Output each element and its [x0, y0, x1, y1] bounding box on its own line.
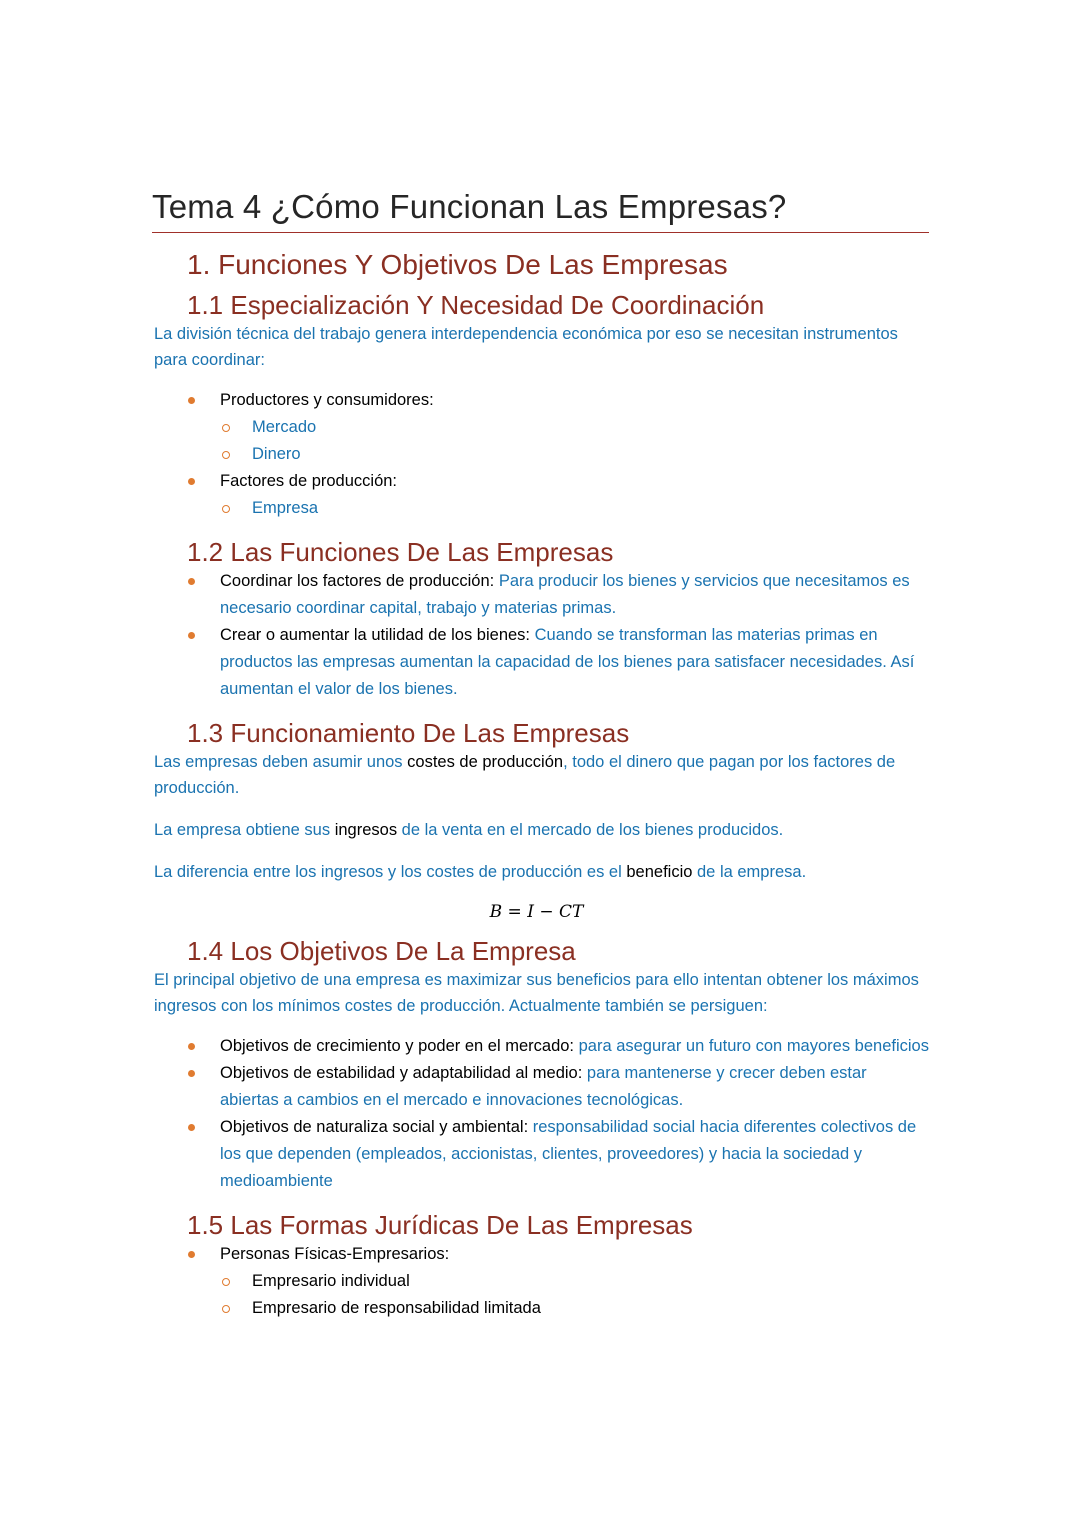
coordination-list	[154, 387, 929, 522]
list-item	[220, 1033, 929, 1060]
circle-bullet-icon	[222, 424, 230, 432]
document-content	[154, 188, 929, 1322]
list-item	[220, 1114, 929, 1195]
section-1-1-heading: 1.1 Especialización Y Necesidad De Coordinación	[187, 290, 765, 320]
document-title: Tema 4 ¿Cómo Funcionan Las Empresas?	[152, 188, 929, 233]
section-1-2-heading: 1.2 Las Funciones De Las Empresas	[187, 537, 614, 567]
legal-forms-list	[154, 1241, 929, 1322]
paragraph-costs: Las empresas deben asumir unos costes de producción, todo el dinero que pagan por los factores de producción.	[154, 753, 896, 797]
list-item	[220, 622, 929, 703]
list-item	[220, 468, 929, 522]
bullet-icon	[188, 478, 195, 485]
bullet-icon	[188, 1251, 195, 1258]
list-item-label: Factores de producción:	[220, 472, 398, 490]
list-item	[220, 1060, 929, 1114]
section-1-4-intro: El principal objetivo de una empresa es maximizar sus beneficios para ello intentan obtener los máximos ingresos con los mínimos costes de producción. Actualmente también se persiguen:	[154, 971, 919, 1015]
bullet-icon	[188, 1124, 195, 1131]
sub-list-item: Empresario individual	[252, 1268, 929, 1295]
section-1-5-heading: 1.5 Las Formas Jurídicas De Las Empresas	[187, 1210, 693, 1240]
sub-list	[220, 1268, 929, 1322]
bullet-icon	[188, 397, 195, 404]
list-item-term: Coordinar los factores de producción:	[220, 572, 495, 590]
functions-list	[154, 568, 929, 703]
section-1-1-intro: La división técnica del trabajo genera interdependencia económica por eso se necesitan instrumentos para coordinar:	[154, 325, 898, 369]
sub-list-item: Empresa	[252, 495, 929, 522]
sub-list-item: Mercado	[252, 414, 929, 441]
bullet-icon	[188, 1043, 195, 1050]
list-item-term: Objetivos de crecimiento y poder en el mercado:	[220, 1037, 575, 1055]
bullet-icon	[188, 578, 195, 585]
sub-list	[220, 414, 929, 468]
list-item-desc: Para producir los bienes y servicios que necesitamos es necesario coordinar capital, trabajo y materias primas.	[220, 572, 910, 617]
paragraph-profit: La diferencia entre los ingresos y los costes de producción es el beneficio de la empresa.	[154, 863, 807, 881]
list-item-term: Crear o aumentar la utilidad de los bienes:	[220, 626, 531, 644]
list-item-term: Objetivos de estabilidad y adaptabilidad al medio:	[220, 1064, 583, 1082]
bullet-icon	[188, 632, 195, 639]
list-item-desc: Cuando se transforman las materias primas en productos las empresas aumentan la capacidad de los bienes para satisfacer necesidades. Así aumentan el valor de los bienes.	[220, 626, 915, 698]
circle-bullet-icon	[222, 505, 230, 513]
circle-bullet-icon	[222, 1278, 230, 1286]
list-item	[220, 568, 929, 622]
section-1-3-heading: 1.3 Funcionamiento De Las Empresas	[187, 718, 630, 748]
list-item-desc: responsabilidad social hacia diferentes colectivos de los que dependen (empleados, accionistas, clientes, proveedores) y hacia la sociedad y medioambiente	[220, 1118, 917, 1190]
profit-formula: B = I − CT	[489, 902, 584, 922]
list-item	[220, 387, 929, 468]
list-item	[220, 1241, 929, 1322]
list-item-label: Personas Físicas-Empresarios:	[220, 1245, 450, 1263]
circle-bullet-icon	[222, 1305, 230, 1313]
objectives-list	[154, 1033, 929, 1195]
circle-bullet-icon	[222, 451, 230, 459]
list-item-term: Objetivos de naturaliza social y ambiental:	[220, 1118, 529, 1136]
section-1-heading: 1. Funciones Y Objetivos De Las Empresas	[187, 249, 728, 280]
sub-list	[220, 495, 929, 522]
sub-list-item: Dinero	[252, 441, 929, 468]
bullet-icon	[188, 1070, 195, 1077]
list-item-desc: para mantenerse y crecer deben estar abiertas a cambios en el mercado e innovaciones tecnológicas.	[220, 1064, 867, 1109]
list-item-label: Productores y consumidores:	[220, 391, 434, 409]
list-item-desc: para asegurar un futuro con mayores beneficios	[574, 1037, 929, 1055]
sub-list-item: Empresario de responsabilidad limitada	[252, 1295, 929, 1322]
section-1-4-heading: 1.4 Los Objetivos De La Empresa	[187, 936, 576, 966]
paragraph-income: La empresa obtiene sus ingresos de la venta en el mercado de los bienes producidos.	[154, 821, 784, 839]
